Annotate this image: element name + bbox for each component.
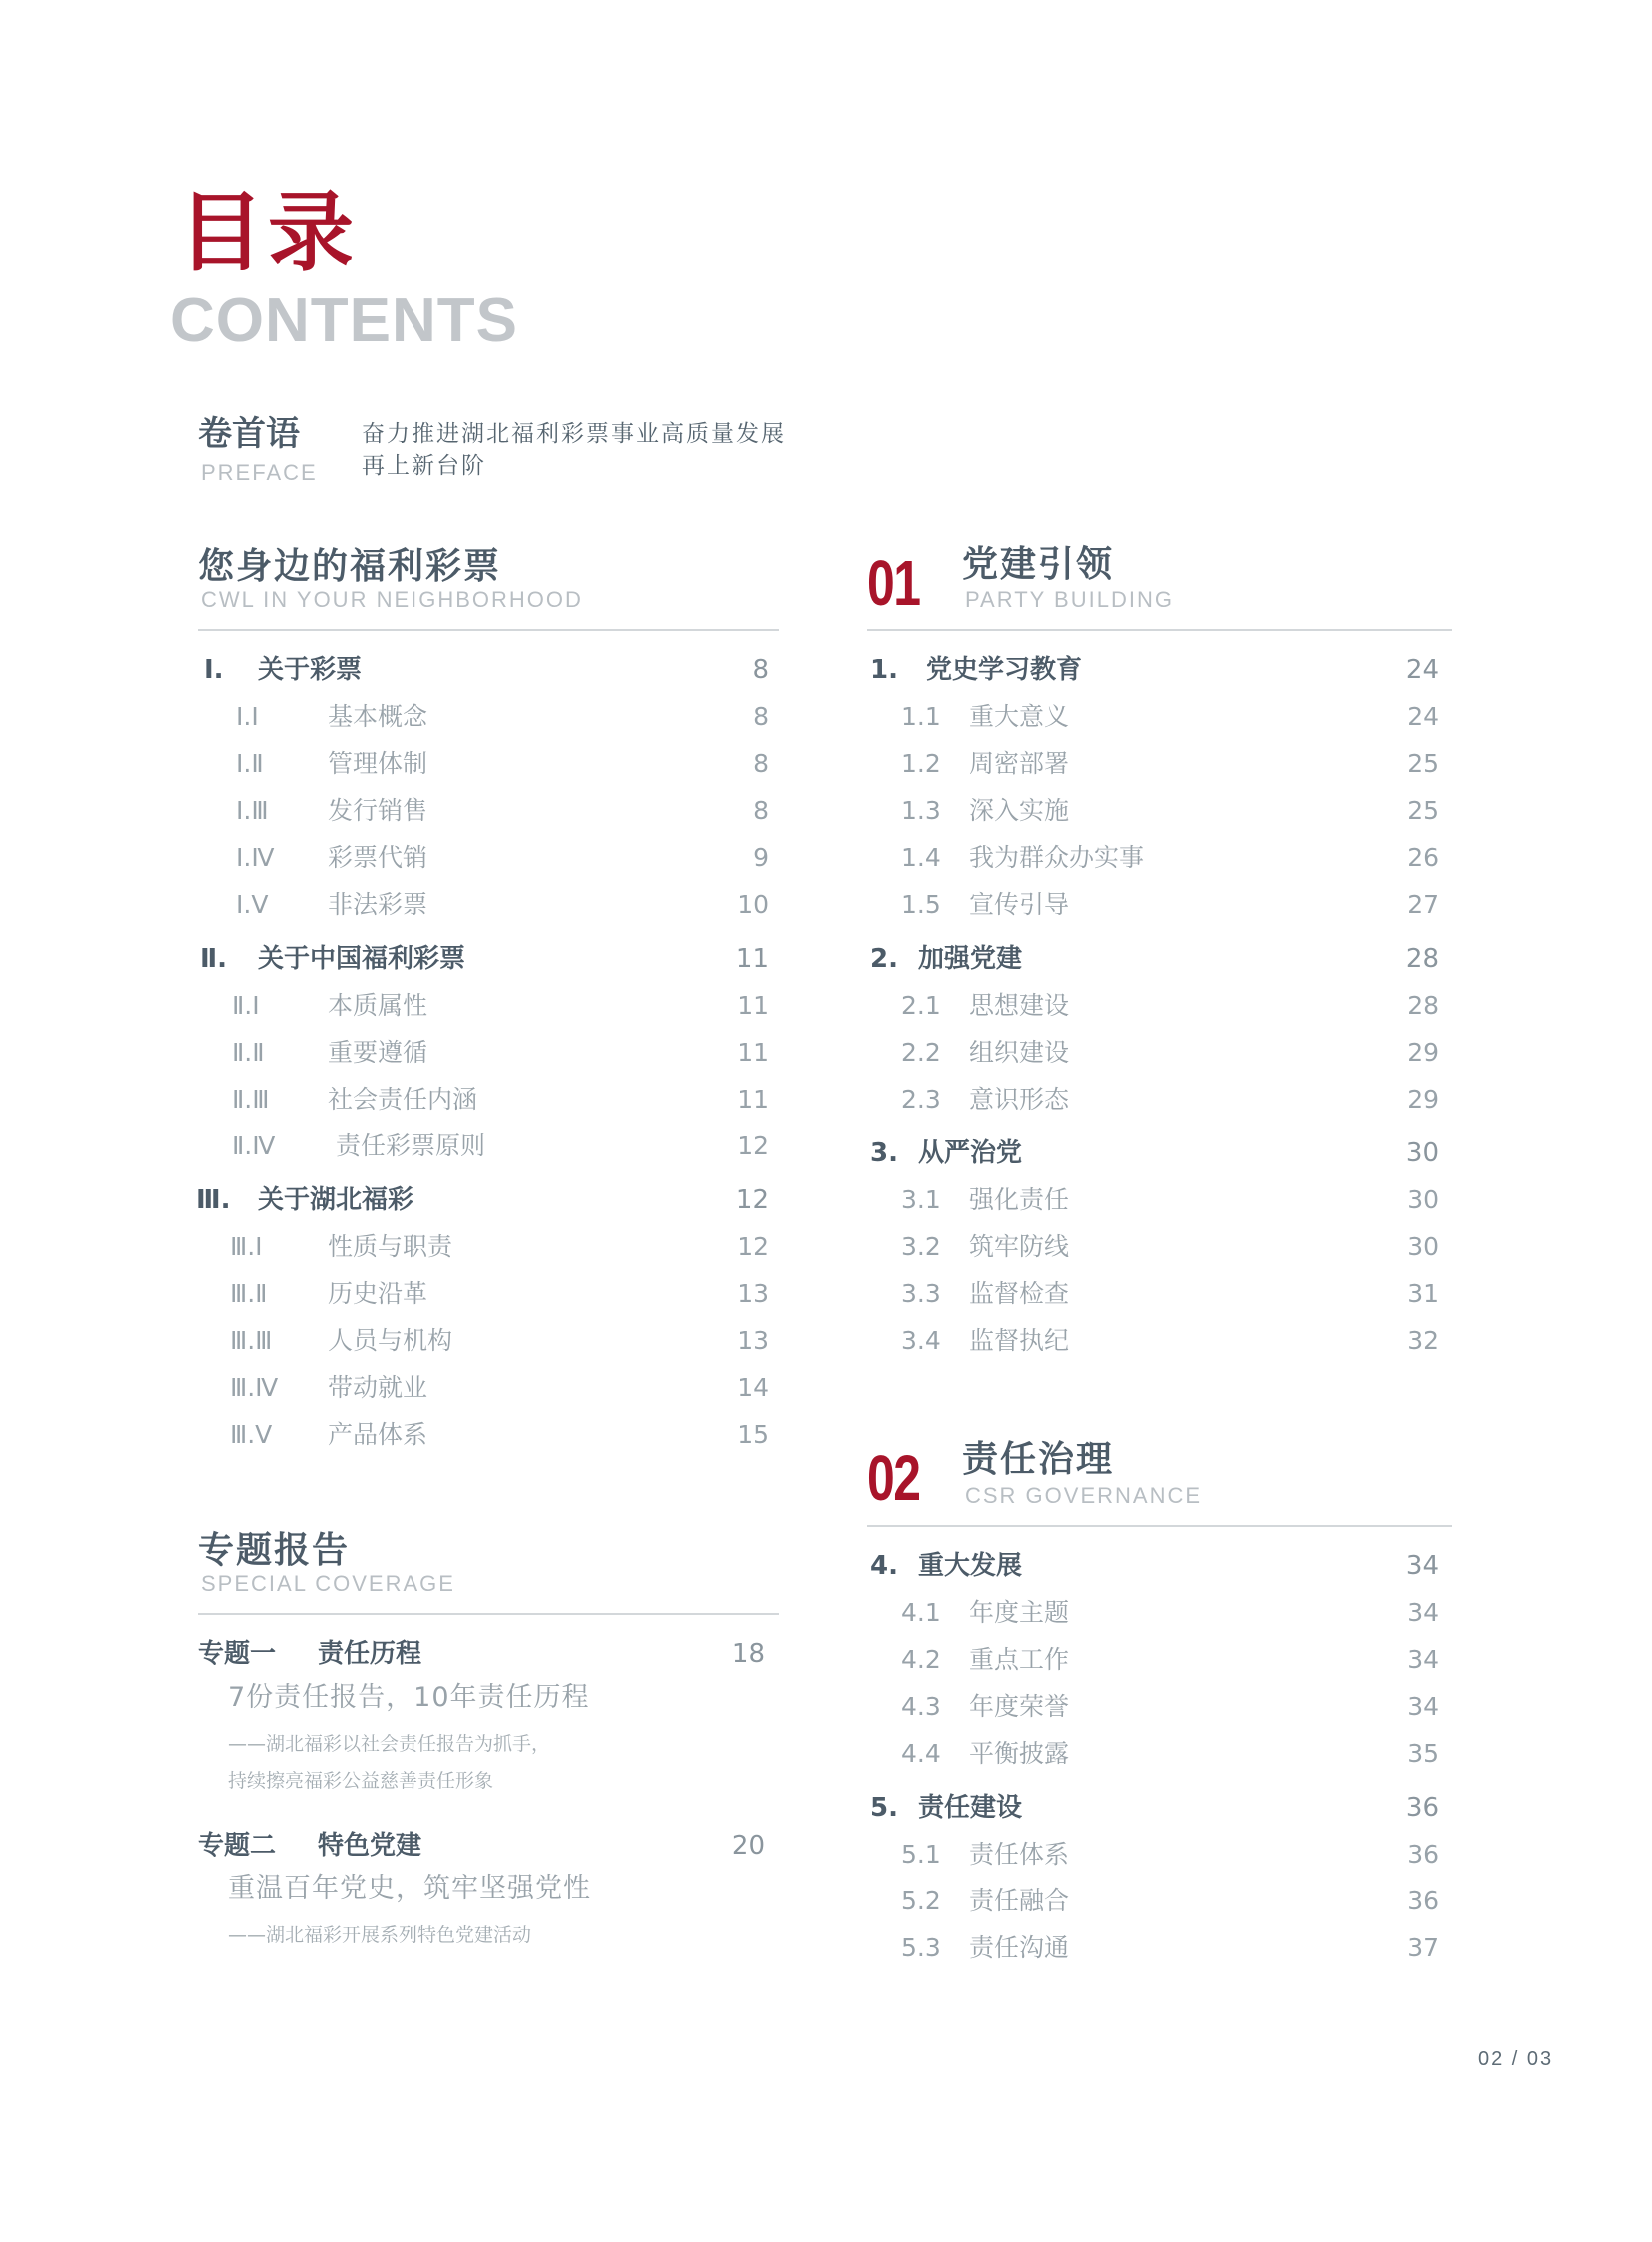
toc-entry[interactable] (230, 1370, 769, 1406)
toc-entry[interactable] (870, 1790, 1439, 1826)
toc-entry-number: 2.2 (901, 1038, 941, 1067)
toc-entry-page: 35 (1407, 1739, 1439, 1768)
toc-entry-number: 2.1 (901, 991, 941, 1020)
toc-entry-number: Ⅲ.Ⅳ (230, 1373, 279, 1402)
toc-entry-page: 12 (735, 1185, 769, 1215)
toc-entry-number: Ⅱ. (200, 944, 228, 974)
toc-entry-number: Ⅲ.Ⅱ (230, 1279, 268, 1308)
toc-entry-number: Ⅰ.Ⅰ (236, 702, 259, 731)
toc-entry[interactable] (236, 840, 769, 876)
toc-entry-page: 32 (1407, 1326, 1439, 1355)
toc-entry-page: 34 (1407, 1645, 1439, 1674)
toc-entry-label: 监督检查 (969, 1279, 1070, 1308)
special-entry-note: 持续擦亮福彩公益慈善责任形象 (228, 1770, 494, 1792)
section-divider (867, 1525, 1452, 1527)
toc-entry[interactable] (901, 1276, 1439, 1312)
toc-entry-number: 3.1 (901, 1185, 941, 1214)
toc-entry-label: 本质属性 (328, 991, 428, 1020)
toc-entry-number: 5.1 (901, 1840, 941, 1868)
section-title-party-en: PARTY BUILDING (965, 587, 1174, 612)
toc-entry-label: 我为群众办实事 (969, 843, 1145, 872)
toc-entry-number: Ⅰ. (204, 655, 224, 685)
toc-entry[interactable] (230, 1323, 769, 1359)
toc-entry-number: 2.3 (901, 1085, 941, 1114)
toc-entry-label: 责任沟通 (969, 1933, 1070, 1962)
toc-entry[interactable] (196, 1182, 769, 1218)
toc-entry[interactable] (901, 1323, 1439, 1359)
toc-entry-number: 4.1 (901, 1598, 941, 1627)
toc-entry[interactable] (230, 1276, 769, 1312)
toc-entry-number: 4.4 (901, 1739, 941, 1768)
toc-entry-page: 8 (752, 655, 769, 685)
toc-entry[interactable] (870, 652, 1439, 688)
toc-entry[interactable] (901, 1736, 1439, 1772)
toc-entry-page: 34 (1407, 1598, 1439, 1627)
toc-entry-label: 党史学习教育 (926, 655, 1083, 685)
toc-entry-page: 8 (753, 702, 769, 731)
toc-entry-label: 历史沿革 (328, 1279, 428, 1308)
toc-entry-page: 9 (753, 843, 769, 872)
preface-title-en: PREFACE (201, 460, 318, 485)
toc-entry-number: Ⅰ.Ⅳ (236, 843, 275, 872)
toc-entry-label: 性质与职责 (328, 1232, 453, 1261)
toc-entry-page: 29 (1407, 1038, 1439, 1067)
toc-entry-number: 1.3 (901, 796, 941, 825)
toc-entry-page: 15 (737, 1420, 769, 1449)
toc-entry-page: 12 (737, 1232, 769, 1261)
toc-entry-page: 11 (735, 944, 769, 974)
toc-entry-label: 意识形态 (969, 1085, 1070, 1114)
toc-entry-number: 3.3 (901, 1279, 941, 1308)
toc-entry-page: 28 (1407, 991, 1439, 1020)
section-number-01: 01 (867, 547, 920, 619)
toc-entry-page: 28 (1405, 944, 1439, 974)
toc-entry-number: Ⅰ.Ⅴ (236, 890, 269, 919)
toc-entry-page: 30 (1407, 1185, 1439, 1214)
section-divider (198, 1613, 779, 1615)
toc-entry-number: 3.2 (901, 1232, 941, 1261)
preface-text-line1[interactable]: 奋力推进湖北福利彩票事业高质量发展 (362, 421, 786, 447)
preface-title: 卷首语 (198, 414, 300, 454)
toc-entry-label: 周密部署 (969, 749, 1070, 778)
section-title-special-en: SPECIAL COVERAGE (201, 1571, 455, 1596)
special-entry-number: 专题一 (198, 1639, 277, 1669)
toc-entry-label: 重大发展 (918, 1551, 1023, 1581)
toc-entry-page: 37 (1407, 1933, 1439, 1962)
special-entry-page: 18 (731, 1639, 765, 1669)
toc-entry-page: 12 (737, 1131, 769, 1160)
toc-entry-label: 责任彩票原则 (336, 1131, 486, 1160)
toc-entry-label: 筑牢防线 (969, 1232, 1070, 1261)
toc-entry[interactable] (901, 1930, 1439, 1966)
page-number: 02 / 03 (1478, 2048, 1554, 2070)
toc-entry-label: 带动就业 (328, 1373, 428, 1402)
toc-entry-page: 36 (1405, 1793, 1439, 1823)
toc-entry-number: 2. (870, 944, 898, 974)
special-entry-subtitle: 7份责任报告，10年责任历程 (228, 1682, 590, 1713)
toc-entry[interactable] (236, 699, 769, 735)
toc-entry-label: 关于中国福利彩票 (258, 944, 466, 974)
toc-entry[interactable] (901, 1035, 1439, 1071)
toc-entry-page: 13 (737, 1326, 769, 1355)
toc-entry[interactable] (901, 793, 1439, 829)
toc-entry-label: 平衡披露 (969, 1739, 1070, 1768)
toc-entry-label: 重大意义 (969, 702, 1070, 731)
toc-entry-label: 重要遵循 (328, 1038, 428, 1067)
toc-entry[interactable] (230, 1229, 769, 1265)
toc-entry-number: 1.2 (901, 749, 941, 778)
toc-entry-number: 1.5 (901, 890, 941, 919)
toc-entry[interactable] (236, 746, 769, 782)
toc-entry-number: Ⅱ.Ⅱ (232, 1038, 265, 1067)
special-entry-1[interactable] (198, 1636, 765, 1672)
toc-entry-page: 10 (737, 890, 769, 919)
toc-entry-number: Ⅲ.Ⅲ (230, 1326, 273, 1355)
toc-entry[interactable] (901, 1689, 1439, 1725)
toc-entry[interactable] (901, 746, 1439, 782)
toc-entry-page: 14 (737, 1373, 769, 1402)
toc-entry-label: 从严治党 (918, 1138, 1023, 1168)
toc-entry-label: 非法彩票 (328, 890, 428, 919)
section-title-special: 专题报告 (198, 1530, 351, 1571)
toc-entry-page: 29 (1407, 1085, 1439, 1114)
toc-entry-page: 11 (737, 1085, 769, 1114)
toc-entry[interactable] (232, 1082, 769, 1118)
section-title-party: 党建引领 (962, 544, 1115, 585)
toc-entry-page: 25 (1407, 796, 1439, 825)
toc-entry-label: 加强党建 (918, 944, 1023, 974)
toc-entry-page: 13 (737, 1279, 769, 1308)
toc-entry-page: 24 (1407, 702, 1439, 731)
toc-entry[interactable] (232, 1035, 769, 1071)
toc-entry-label: 社会责任内涵 (328, 1085, 478, 1114)
toc-entry-label: 彩票代销 (328, 843, 428, 872)
toc-entry-label: 年度荣誉 (969, 1692, 1070, 1721)
toc-entry-page: 24 (1405, 655, 1439, 685)
toc-entry-page: 25 (1407, 749, 1439, 778)
section-title-neighborhood-en: CWL IN YOUR NEIGHBORHOOD (201, 587, 583, 612)
toc-entry-number: 1.1 (901, 702, 941, 731)
toc-entry[interactable] (901, 887, 1439, 923)
toc-entry[interactable] (901, 840, 1439, 876)
toc-entry-number: Ⅲ. (196, 1185, 231, 1215)
toc-entry-page: 8 (753, 796, 769, 825)
toc-entry-page: 11 (737, 991, 769, 1020)
toc-entry[interactable] (204, 652, 769, 688)
toc-entry-page: 11 (737, 1038, 769, 1067)
section-title-governance-en: CSR GOVERNANCE (965, 1483, 1203, 1508)
toc-entry-page: 36 (1407, 1840, 1439, 1868)
toc-entry-label: 宣传引导 (969, 890, 1070, 919)
toc-entry[interactable] (901, 1082, 1439, 1118)
toc-entry[interactable] (901, 699, 1439, 735)
toc-entry-number: 4.3 (901, 1692, 941, 1721)
toc-entry-label: 监督执纪 (969, 1326, 1070, 1355)
toc-entry-label: 重点工作 (969, 1645, 1070, 1674)
toc-entry-number: 5. (870, 1793, 898, 1823)
section-divider (198, 629, 779, 631)
special-entry-number: 专题二 (198, 1831, 277, 1861)
toc-entry-number: 1. (870, 655, 898, 685)
toc-entry-label: 责任建设 (918, 1793, 1023, 1823)
toc-entry[interactable] (230, 1417, 769, 1453)
toc-entry[interactable] (901, 1182, 1439, 1218)
special-entry-note: ——湖北福彩开展系列特色党建活动 (228, 1924, 532, 1946)
toc-entry-number: Ⅱ.Ⅲ (232, 1085, 270, 1114)
toc-entry[interactable] (236, 887, 769, 923)
toc-entry[interactable] (236, 793, 769, 829)
toc-entry-number: 5.3 (901, 1933, 941, 1962)
toc-entry[interactable] (870, 1135, 1439, 1171)
toc-entry-label: 基本概念 (328, 702, 428, 731)
toc-entry-page: 26 (1407, 843, 1439, 872)
toc-entry-number: 4.2 (901, 1645, 941, 1674)
toc-entry-number: 3. (870, 1138, 898, 1168)
special-entry-label: 责任历程 (318, 1639, 422, 1669)
special-entry-note: ——湖北福彩以社会责任报告为抓手， (228, 1733, 551, 1755)
toc-entry-label: 责任融合 (969, 1886, 1070, 1915)
toc-entry[interactable] (200, 941, 769, 977)
special-entry-2[interactable] (198, 1828, 765, 1864)
toc-entry-number: Ⅲ.Ⅰ (230, 1232, 263, 1261)
toc-entry[interactable] (901, 1837, 1439, 1872)
toc-entry-label: 管理体制 (328, 749, 428, 778)
toc-entry-label: 深入实施 (969, 796, 1070, 825)
toc-entry[interactable] (901, 1595, 1439, 1631)
toc-entry-label: 年度主题 (969, 1598, 1070, 1627)
toc-entry-page: 8 (753, 749, 769, 778)
toc-entry-page: 36 (1407, 1886, 1439, 1915)
toc-entry-label: 关于彩票 (258, 655, 363, 685)
toc-entry-label: 关于湖北福彩 (258, 1185, 414, 1215)
toc-entry-page: 30 (1407, 1232, 1439, 1261)
page-title-en: CONTENTS (170, 286, 518, 355)
toc-entry[interactable] (870, 1548, 1439, 1584)
page-title: 目录 (178, 183, 358, 283)
section-title-neighborhood: 您身边的福利彩票 (198, 546, 502, 587)
toc-entry-number: 1.4 (901, 843, 941, 872)
toc-entry-number: Ⅰ.Ⅱ (236, 749, 264, 778)
toc-entry-label: 强化责任 (969, 1185, 1070, 1214)
toc-entry[interactable] (232, 988, 769, 1024)
toc-entry-label: 发行销售 (328, 796, 428, 825)
toc-entry-page: 27 (1407, 890, 1439, 919)
toc-entry-page: 30 (1405, 1138, 1439, 1168)
toc-entry[interactable] (870, 941, 1439, 977)
toc-entry-page: 34 (1407, 1692, 1439, 1721)
special-entry-subtitle: 重温百年党史，筑牢坚强党性 (228, 1873, 591, 1904)
section-title-governance: 责任治理 (962, 1439, 1115, 1480)
toc-entry-label: 思想建设 (969, 991, 1070, 1020)
toc-entry-number: 5.2 (901, 1886, 941, 1915)
toc-entry-number: Ⅲ.Ⅴ (230, 1420, 273, 1449)
toc-entry[interactable] (232, 1128, 769, 1164)
toc-entry-number: Ⅰ.Ⅲ (236, 796, 269, 825)
toc-entry[interactable] (901, 988, 1439, 1024)
toc-entry-number: 3.4 (901, 1326, 941, 1355)
special-entry-page: 20 (731, 1831, 765, 1861)
toc-entry-page: 31 (1407, 1279, 1439, 1308)
toc-entry[interactable] (901, 1642, 1439, 1678)
toc-entry-page: 34 (1405, 1551, 1439, 1581)
toc-entry-label: 产品体系 (328, 1420, 428, 1449)
toc-entry-number: Ⅱ.Ⅳ (232, 1131, 276, 1160)
toc-entry-number: 4. (870, 1551, 898, 1581)
toc-entry[interactable] (901, 1883, 1439, 1919)
section-divider (867, 629, 1452, 631)
special-entry-label: 特色党建 (318, 1831, 422, 1861)
toc-entry-number: Ⅱ.Ⅰ (232, 991, 260, 1020)
toc-entry[interactable] (901, 1229, 1439, 1265)
section-number-02: 02 (867, 1442, 920, 1514)
toc-entry-label: 组织建设 (969, 1038, 1070, 1067)
toc-entry-label: 责任体系 (969, 1840, 1070, 1868)
preface-text-line2[interactable]: 再上新台阶 (362, 453, 486, 479)
toc-entry-label: 人员与机构 (328, 1326, 453, 1355)
